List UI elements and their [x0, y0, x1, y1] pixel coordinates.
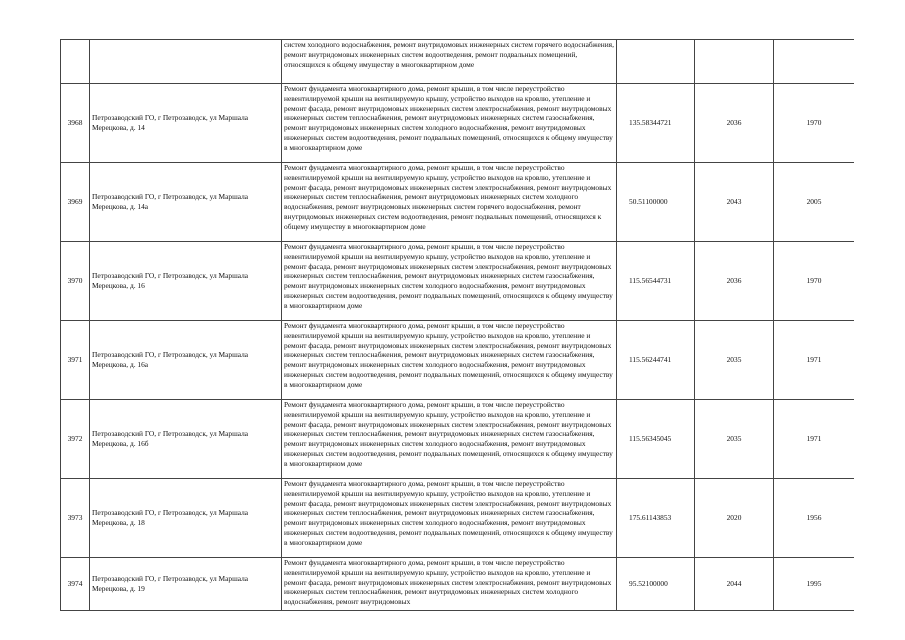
row-cost: 175.61143853 — [617, 479, 695, 558]
row-planned-year: 2043 — [695, 163, 774, 242]
row-build-year: 1995 — [774, 558, 855, 611]
row-planned-year: 2035 — [695, 400, 774, 479]
row-build-year: 1971 — [774, 321, 855, 400]
row-build-year: 1971 — [774, 400, 855, 479]
row-number: 3968 — [61, 84, 90, 163]
table-row — [61, 40, 855, 84]
row-build-year: 1956 — [774, 479, 855, 558]
row-address: Петрозаводский ГО, г Петрозаводск, ул Маршала Мерецкова, д. 16б — [90, 400, 282, 479]
row-works: Ремонт фундамента многоквартирного дома, ремонт крыши, в том числе переустройство невентилируемой крыши на вентилируемую крышу, устройство выходов на кровлю, утепление и ремонт фасада, ремонт внутридомовых инженерных систем электроснабжения, ремонт внутридомовых инженерных систем теплоснабжения, ремонт внутридомовых инженерных систем газоснабжения, ремонт внутридомовых инженерных систем холодного водоснабжения, ремонт внутридомовых инженерных систем водоотведения, ремонт подвальных помещений, относящихся к общему имуществу в многоквартирном доме — [282, 400, 617, 479]
row-address — [90, 40, 282, 84]
row-works: Ремонт фундамента многоквартирного дома, ремонт крыши, в том числе переустройство невентилируемой крыши на вентилируемую крышу, устройство выходов на кровлю, утепление и ремонт фасада, ремонт внутридомовых инженерных систем электроснабжения, ремонт внутридомовых инженерных систем теплоснабжения, ремонт внутридомовых инженерных систем холодного водоснабжения, ремонт внутридомовых — [282, 558, 617, 611]
row-number: 3972 — [61, 400, 90, 479]
row-works: Ремонт фундамента многоквартирного дома, ремонт крыши, в том числе переустройство невентилируемой крыши на вентилируемую крышу, устройство выходов на кровлю, утепление и ремонт фасада, ремонт внутридомовых инженерных систем электроснабжения, ремонт внутридомовых инженерных систем теплоснабжения, ремонт внутридомовых инженерных систем газоснабжения, ремонт внутридомовых инженерных систем холодного водоснабжения, ремонт внутридомовых инженерных систем водоотведения, ремонт подвальных помещений, относящихся к общему имуществу в многоквартирном доме — [282, 84, 617, 163]
row-address: Петрозаводский ГО, г Петрозаводск, ул Маршала Мерецкова, д. 16а — [90, 321, 282, 400]
row-works: Ремонт фундамента многоквартирного дома, ремонт крыши, в том числе переустройство невентилируемой крыши на вентилируемую крышу, устройство выходов на кровлю, утепление и ремонт фасада, ремонт внутридомовых инженерных систем электроснабжения, ремонт внутридомовых инженерных систем теплоснабжения, ремонт внутридомовых инженерных систем холодного водоснабжения, ремонт внутридомовых инженерных систем горячего водоснабжения, ремонт внутридомовых инженерных систем водоотведения, ремонт подвальных помещений, относящихся к общему имуществу в многоквартирном доме — [282, 163, 617, 242]
row-build-year: 1970 — [774, 84, 855, 163]
row-cost: 95.52100000 — [617, 558, 695, 611]
row-number: 3974 — [61, 558, 90, 611]
row-cost: 115.56244741 — [617, 321, 695, 400]
row-works: Ремонт фундамента многоквартирного дома, ремонт крыши, в том числе переустройство невентилируемой крыши на вентилируемую крышу, устройство выходов на кровлю, утепление и ремонт фасада, ремонт внутридомовых инженерных систем электроснабжения, ремонт внутридомовых инженерных систем теплоснабжения, ремонт внутридомовых инженерных систем газоснабжения, ремонт внутридомовых инженерных систем холодного водоснабжения, ремонт внутридомовых инженерных систем водоотведения, ремонт подвальных помещений, относящихся к общему имуществу в многоквартирном доме — [282, 242, 617, 321]
row-number: 3969 — [61, 163, 90, 242]
row-works: Ремонт фундамента многоквартирного дома, ремонт крыши, в том числе переустройство невентилируемой крыши на вентилируемую крышу, устройство выходов на кровлю, утепление и ремонт фасада, ремонт внутридомовых инженерных систем электроснабжения, ремонт внутридомовых инженерных систем теплоснабжения, ремонт внутридомовых инженерных систем газоснабжения, ремонт внутридомовых инженерных систем холодного водоснабжения, ремонт внутридомовых инженерных систем водоотведения, ремонт подвальных помещений, относящихся к общему имуществу в многоквартирном доме — [282, 479, 617, 558]
table-row — [61, 163, 855, 242]
table-row — [61, 479, 855, 558]
row-address: Петрозаводский ГО, г Петрозаводск, ул Маршала Мерецкова, д. 19 — [90, 558, 282, 611]
table-row — [61, 84, 855, 163]
capital-repair-table — [60, 39, 854, 611]
row-planned-year: 2036 — [695, 242, 774, 321]
row-address: Петрозаводский ГО, г Петрозаводск, ул Маршала Мерецкова, д. 14 — [90, 84, 282, 163]
row-address: Петрозаводский ГО, г Петрозаводск, ул Маршала Мерецкова, д. 14а — [90, 163, 282, 242]
document-page — [60, 39, 854, 615]
row-number: 3971 — [61, 321, 90, 400]
row-planned-year: 2035 — [695, 321, 774, 400]
row-works: систем холодного водоснабжения, ремонт внутридомовых инженерных систем горячего водоснабжения, ремонт внутридомовых инженерных систем водоотведения, ремонт подвальных помещений, относящихся к общему имуществу в многоквартирном доме — [282, 40, 617, 84]
row-cost: 115.56345045 — [617, 400, 695, 479]
table-row — [61, 558, 855, 611]
row-planned-year: 2020 — [695, 479, 774, 558]
row-cost: 135.58344721 — [617, 84, 695, 163]
row-cost — [617, 40, 695, 84]
row-planned-year: 2044 — [695, 558, 774, 611]
row-address: Петрозаводский ГО, г Петрозаводск, ул Маршала Мерецкова, д. 16 — [90, 242, 282, 321]
table-row — [61, 242, 855, 321]
row-cost: 115.56544731 — [617, 242, 695, 321]
table-row — [61, 321, 855, 400]
row-planned-year: 2036 — [695, 84, 774, 163]
row-works: Ремонт фундамента многоквартирного дома, ремонт крыши, в том числе переустройство невентилируемой крыши на вентилируемую крышу, устройство выходов на кровлю, утепление и ремонт фасада, ремонт внутридомовых инженерных систем электроснабжения, ремонт внутридомовых инженерных систем теплоснабжения, ремонт внутридомовых инженерных систем газоснабжения, ремонт внутридомовых инженерных систем холодного водоснабжения, ремонт внутридомовых инженерных систем водоотведения, ремонт подвальных помещений, относящихся к общему имуществу в многоквартирном доме — [282, 321, 617, 400]
row-build-year: 1970 — [774, 242, 855, 321]
row-number: 3970 — [61, 242, 90, 321]
row-number: 3973 — [61, 479, 90, 558]
row-build-year — [774, 40, 855, 84]
row-build-year: 2005 — [774, 163, 855, 242]
table-row — [61, 400, 855, 479]
row-address: Петрозаводский ГО, г Петрозаводск, ул Маршала Мерецкова, д. 18 — [90, 479, 282, 558]
row-number — [61, 40, 90, 84]
row-planned-year — [695, 40, 774, 84]
row-cost: 50.51100000 — [617, 163, 695, 242]
